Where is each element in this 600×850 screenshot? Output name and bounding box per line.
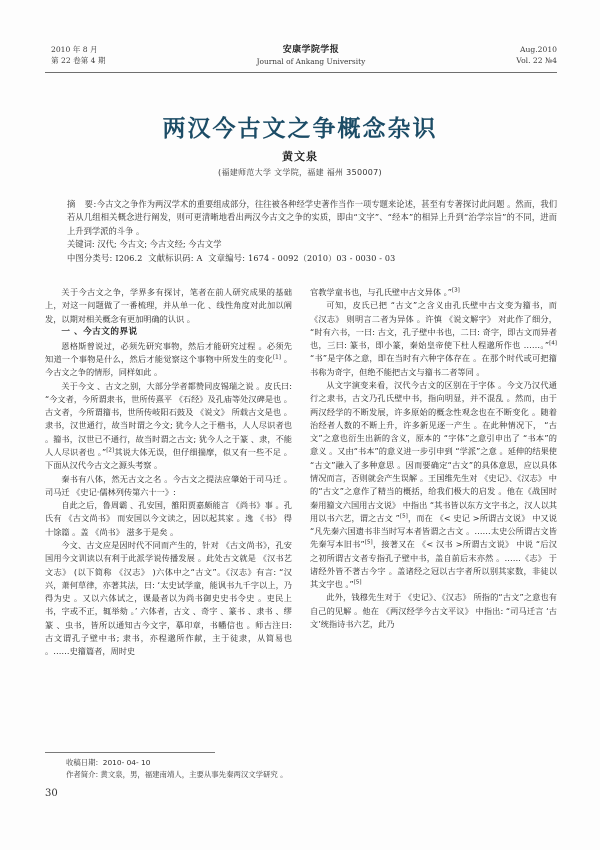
body-column-right	[310, 286, 557, 738]
footnote-divider	[45, 752, 215, 753]
body-paragraph: 关于今文 、古文之别，大部分学者都赞同皮锡瑞之说 。皮氏曰: “今文者，今所谓隶书，世所传熹平 《石经》及孔庙等处汉碑是也 。古文者，今所谓籀书，世所传岐阳石鼓及 《说文》 所载古文是也 。隶书，汉世通行，故当时谓之今文; 犹今人之于楷书，人人尽识者也 。籀书，汉世已不通行，故当时谓之古文; 犹今人之于篆 、隶，不能人人尽识者也 。”[2]其说大体无误，但仔细揣摩，似又有一些不足 。下面从汉代今古文之源头考察 。	[45, 380, 292, 471]
body-paragraph: 关于今古文之争，学界多有探讨，笔者在前人研究成果的基础上，对这一问题做了一番梳理，并从单一化 、线性角度对此加以阐发，以期对相关概念有更加明确的认识 。	[45, 287, 292, 324]
doc-code-value: A	[196, 253, 203, 263]
masthead-issue-date: 2010 年 8 月	[51, 45, 98, 54]
reference-marker: [1]	[273, 354, 281, 361]
author-name: 黄文泉	[282, 150, 318, 163]
keywords-value: 汉代; 今古文; 今古文经; 今古文学	[97, 239, 222, 250]
clc-label: 中图分类号:	[67, 252, 113, 263]
masthead-month-year: Aug.2010	[520, 45, 557, 54]
body-paragraph: 自此之后，鲁周霸 、孔安国，雒阳贾嘉颇能言 《尚书》事 。孔氏有 《古文尚书》 而安国以今文读之，因以起其家 。逸 《书》 得十馀篇 。盖 《尚书》 滋多于是矣 。	[45, 500, 292, 537]
masthead-left	[45, 44, 106, 67]
received-date-line	[66, 757, 506, 769]
reference-marker: [5]	[364, 539, 373, 546]
page-number: 30	[45, 788, 58, 799]
body-paragraph: 官教学童书也，与孔氏壁中古文异体 。”[3]	[310, 287, 460, 297]
article-id-label: 文章编号:	[208, 252, 246, 263]
abstract-paragraph	[45, 198, 557, 238]
received-date-label: 收稿日期:	[66, 758, 99, 767]
keywords-line	[45, 238, 557, 251]
abstract-text: 今古文之争作为两汉学术的重要组成部分，往往被各种经学史著作当作一项专题来论述，甚至有专著探讨此问题 。然而，我们若从几组相关概念进行阐发，则可更清晰地看出两汉今古文之争的实质，即由“文字”、“经本”的相异上升到“治学宗旨”的不同，进而上升到学派的斗争 。	[67, 199, 557, 236]
body-paragraph: 今文、古文应是因时代不同而产生的，针对 《古文尚书》，孔安国用今文训读以有利于此派学说传播发展 。此处古文就是 《汉书艺文志》 (以下简称 《汉志》 )六体中之“古文”。《汉志》有言: “汉兴，萧何草律，亦著其法，曰: ‘太史试学童，能讽书九千字以上，乃得为史 。又以六体试之，课最者以为尚书御史史书令史 。吏民上书，字或不正，辄举劾 。’ 六体者，古文 、奇字 、篆书 、隶书 、缪篆 、虫书，皆所以通知古今文字，摹印章，书幡信也 。师古注曰: 古文谓孔子壁中书; 隶书，亦程邈所作献，主于徒隶，从简易也 。……史籀篇者，周时史	[45, 539, 292, 657]
abstract-block	[45, 198, 557, 266]
footnote-block	[66, 757, 506, 781]
article-id-value: 1674 - 0092（2010）03 - 0030 - 03	[248, 253, 396, 263]
abstract-label: 摘 要:	[67, 199, 97, 209]
body-paragraph: 从文字演变来看，汉代今古文的区别在于字体 。今文乃汉代通行之隶书，古文乃孔氏壁中书，指向明显，并不混乱 。然而，由于两汉经学的不断发展，许多原始的概念性观念也在不断变化 。随着治经者人数的不断上升，许多新见逐一产生 。在此种情况下， “古文”之意也衍生出新的含义，原本的 “字体”之意引申出了 “书本”的意义 。又由“书本”的意义进一步引申到 “学派”之意 。延伸的结果使 “古文”融入了多种意思 。因而要确定“古文”的具体意思，应以具体情况而言，否则就会产生误解 。王国维先生对 《史记》、《汉志》 中的“古文”之意作了精当的概括，给我们极大的启发 。他在《战国时秦用籀文六国用古文说》 中指出 “其书皆以东方文字书之，汉人以其用以书六艺，谓之古文 ”[5]，而在 《< 史记 >所谓古文说》 中又说 “凡先秦六国遗书非当时写本者皆谓之古文 。……太史公所谓古文皆先秦写本旧书”[5]，接著又在 《< 汉书 >所谓古文说》 中说 “后汉之初所谓古文者专指孔子壁中书，盖自前后末亦然 。……《志》 于诸经外皆不著古今字 。盖诸经之冠以古字者所以别其家数，非徒以其文字也 。”[5]	[310, 379, 557, 590]
clc-value: I206.2	[115, 253, 143, 263]
body-paragraph: 秦书有八体，然无古文之名 。今古文之提法应肇始于司马迁 。司马迁 《史记·儒林列传第六十一》:	[45, 473, 292, 497]
received-date-value: 2010- 04- 10	[102, 758, 151, 767]
author-bio-value: 黄文泉，男，福建南靖人，主要从事先秦两汉文学研究 。	[100, 769, 288, 779]
body-paragraph: 可知，皮氏已把 “古文”之含义由孔氏壁中古文变为籀书，而 《汉志》 则明言二者为异体 。许慎 《说文解字》 对此作了细分， “时有六书，一曰: 古文，孔子壁中书也，二曰: 奇字，即古文而异者也，三曰: 篆书，即小篆，秦始皇帝使下杜人程邈所作也 ……。”[4]“书”是字体之意，即在当时有六种字体存在 。在那个时代或可把籀书称为奇字，但绝不能把古文与籀书二者等同 。	[310, 300, 557, 377]
classification-line	[45, 252, 557, 266]
doc-code-label: 文献标识码:	[148, 252, 194, 263]
body-columns	[45, 286, 557, 738]
masthead-volume-issue: 第 22 卷第 4 期	[51, 56, 106, 66]
author-affiliation: (福建师范大学 文学院，福建 福州 350007)	[218, 168, 382, 177]
author-bio-label: 作者简介:	[66, 769, 99, 779]
body-paragraph: 此外，钱穆先生对于 《史记》、《汉志》 所指的“古文”之意也有自己的见解 。他在 《两汉经学今古文平议》 中指出: “司马迁言 ‘古文’统指诗书六艺，此乃	[310, 592, 557, 630]
journal-title-en: Journal of Ankang University	[256, 57, 366, 67]
reference-marker: [5]	[399, 513, 408, 520]
body-paragraph: 恩格斯曾说过，必须先研究事物，然后才能研究过程 。必须先知道一个事物是什么，然后才能觉察这个事物中所发生的变化[1] 。今古文之争的情形，同样如此 。	[45, 340, 292, 378]
masthead-center	[106, 44, 517, 68]
reference-marker: [5]	[353, 579, 362, 586]
section-heading: 一 、今古文的界说	[61, 326, 138, 337]
page-title: 两汉今古文之争概念杂识	[162, 116, 438, 142]
reference-marker: [4]	[549, 340, 557, 347]
keywords-label: 关键词:	[67, 239, 95, 250]
masthead-right	[516, 44, 557, 67]
masthead	[45, 44, 557, 68]
masthead-divider	[45, 72, 557, 73]
journal-title-cn: 安康学院学报	[282, 45, 340, 55]
body-column-left	[45, 286, 292, 738]
author-bio-line	[66, 769, 506, 781]
reference-marker: [2]	[106, 447, 115, 454]
reference-marker: [3]	[451, 287, 460, 294]
masthead-vol-no: Vol. 22 №4	[516, 56, 557, 66]
